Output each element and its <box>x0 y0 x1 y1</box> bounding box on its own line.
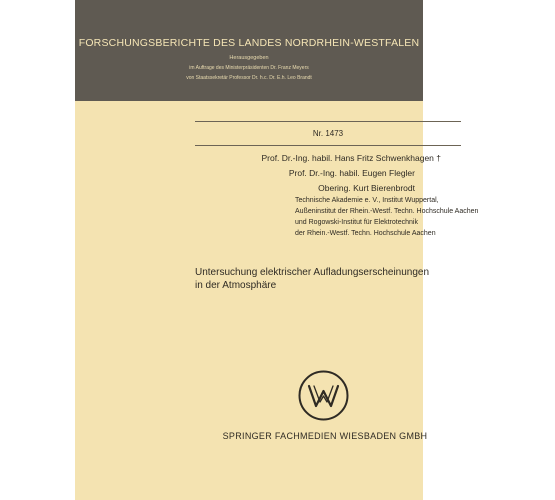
volume-number: Nr. 1473 <box>312 129 344 138</box>
institution-line-3: und Rogowski-Institut für Elektrotechnik <box>295 219 418 226</box>
book-cover <box>75 0 479 500</box>
header-commission-line: im Auftrage des Ministerpräsidenten Dr. Franz Meyers <box>189 65 309 71</box>
bottom-divider <box>195 145 461 146</box>
author-3: Obering. Kurt Bierenbrodt <box>318 183 415 193</box>
author-2: Prof. Dr.-Ing. habil. Eugen Flegler <box>288 168 415 178</box>
publisher-name: SPRINGER FACHMEDIEN WIESBADEN GMBH <box>222 431 428 441</box>
institution-line-4: der Rhein.-Westf. Techn. Hochschule Aachen <box>295 230 436 237</box>
top-divider <box>195 121 461 122</box>
book-title-line-2: in der Atmosphäre <box>195 280 277 291</box>
author-1: Prof. Dr.-Ing. habil. Hans Fritz Schwenkhagen † <box>261 153 441 163</box>
institution-line-1: Technische Akademie e. V., Institut Wuppertal, <box>295 197 439 204</box>
book-title-line-1: Untersuchung elektrischer Aufladungserscheinungen <box>195 267 430 278</box>
series-title: FORSCHUNGSBERICHTE DES LANDES NORDRHEIN-WESTFALEN <box>78 37 420 49</box>
header-editor-line: von Staatssekretär Professor Dr. h.c. Dr. E.h. Leo Brandt <box>186 75 312 81</box>
header-editor-label: Herausgegeben <box>229 55 269 61</box>
springer-vs-logo-icon <box>297 369 350 422</box>
series-header-band <box>75 0 423 101</box>
institution-line-2: Außeninstitut der Rhein.-Westf. Techn. Hochschule Aachen <box>295 208 479 215</box>
